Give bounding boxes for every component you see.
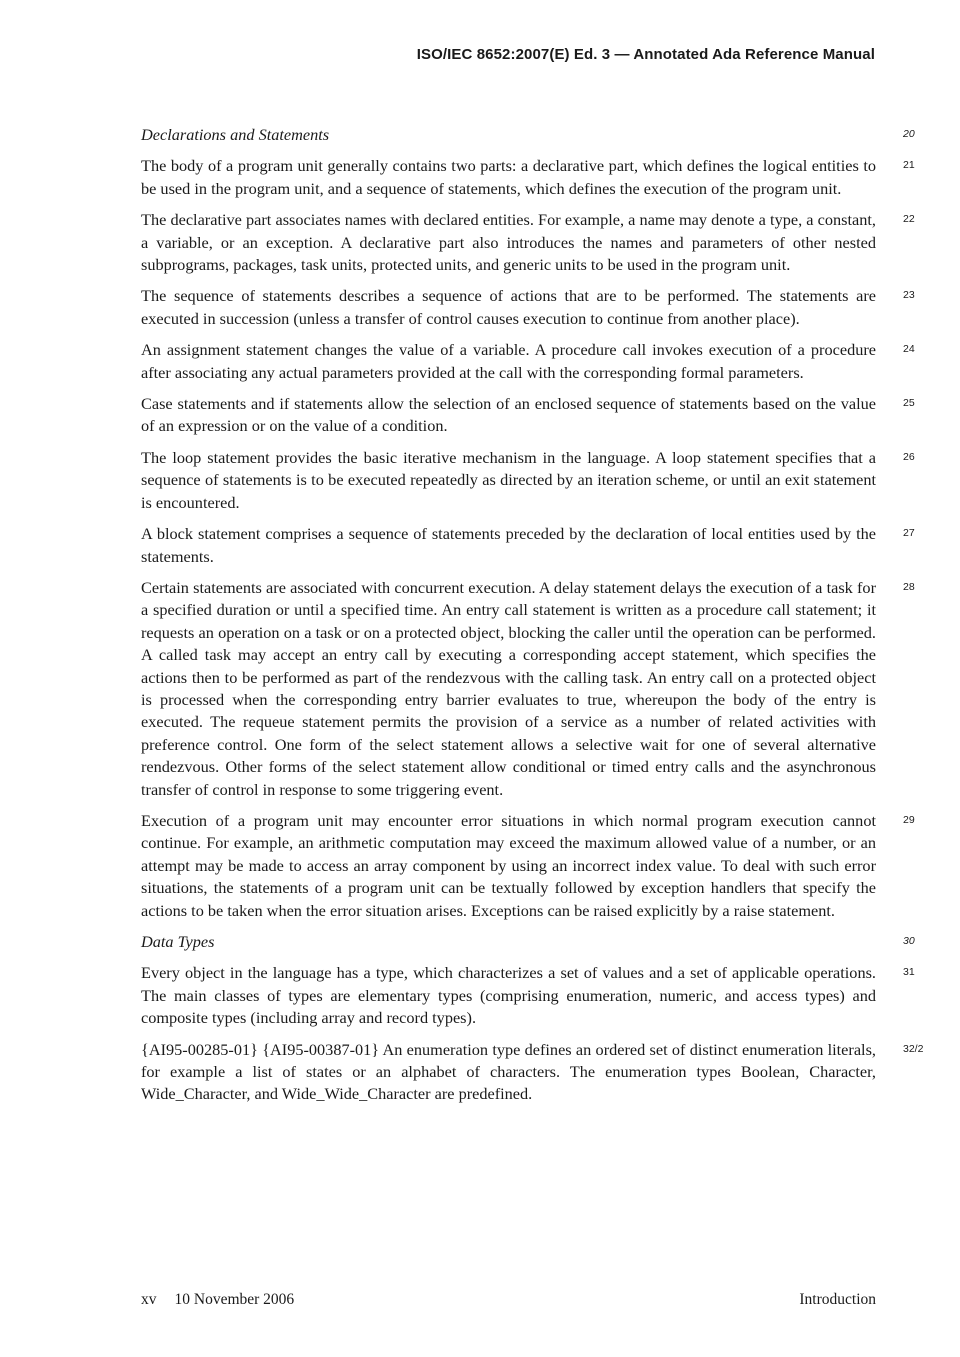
paragraph-number: 24 <box>903 343 915 356</box>
paragraph-text: A block statement comprises a sequence of statements preceded by the declaration of local entities used by the statements. <box>141 524 876 566</box>
page-number: xv <box>141 1291 157 1308</box>
paragraph <box>141 285 915 330</box>
paragraph-number: 30 <box>903 935 915 947</box>
paragraph-number: 23 <box>903 289 915 302</box>
paragraph <box>141 1039 924 1106</box>
paragraph-text: The declarative part associates names with declared entities. For example, a name may denote a type, a constant, a variable, or an exception. A declarative part also introduces the names and parameters of other nested subprograms, packages, task units, protected units, and generic units to be used in the program unit. <box>141 210 876 275</box>
section-heading <box>141 931 915 953</box>
paragraph-text: {AI95-00285-01} {AI95-00387-01} An enumeration type defines an ordered set of distinct enumeration literals, for example a list of states or an alphabet of characters. The enumeration types Boolean, Character, Wide_Character, and Wide_Wide_Character are predefined. <box>141 1039 876 1104</box>
paragraph <box>141 577 915 801</box>
paragraph-text: Case statements and if statements allow the selection of an enclosed sequence of statements based on the value of an expression or on the value of a condition. <box>141 394 876 436</box>
section-heading <box>141 124 915 146</box>
paragraph <box>141 393 915 438</box>
paragraph-number: 28 <box>903 580 915 593</box>
paragraph-text: Certain statements are associated with concurrent execution. A delay statement delays the execution of a task for a specified duration or until a specified time. An entry call statement is written as a procedure call statement; it requests an operation on a task or on a protected object, blocking the caller until the operation can be performed. A called task may accept an entry call by executing a corresponding accept statement, which specifies the actions then to be performed as part of the rendezvous with the calling task. An entry call on a protected object is processed when the corresponding entry barrier evaluates to true, whereupon the body of the entry is executed. The requeue statement permits the provision of a service as a number of related activities with preference control. One form of the select statement allows a selective wait for one of several alternative rendezvous. Other forms of the select statement allow conditional or timed entry calls and the asynchronous transfer of control in response to some triggering event. <box>141 577 876 799</box>
paragraph-text: The sequence of statements describes a sequence of actions that are to be performed. The statements are executed in succession (unless a transfer of control causes execution to continue from another place). <box>141 286 876 328</box>
paragraph-number: 27 <box>903 527 915 540</box>
page-body <box>141 124 924 1115</box>
paragraph-number: 31 <box>903 966 915 979</box>
paragraph <box>141 962 915 1029</box>
paragraph <box>141 447 915 514</box>
footer-left <box>141 1291 294 1309</box>
footer-date: 10 November 2006 <box>174 1291 295 1308</box>
paragraph-text: Data Types <box>141 932 215 951</box>
paragraph-text: The body of a program unit generally contains two parts: a declarative part, which defines the logical entities to be used in the program unit, and a sequence of statements, which defines the execution of the program unit. <box>141 156 876 198</box>
running-header: ISO/IEC 8652:2007(E) Ed. 3 — Annotated Ada Reference Manual <box>416 46 875 63</box>
paragraph-number: 20 <box>903 128 915 140</box>
paragraph-number: 29 <box>903 813 915 826</box>
paragraph <box>141 339 915 384</box>
paragraph <box>141 523 915 568</box>
paragraph <box>141 209 915 276</box>
paragraph-text: Every object in the language has a type, which characterizes a set of values and a set of applicable operations. The main classes of types are elementary types (comprising enumeration, numeric, and access types) and composite types (including array and record types). <box>141 963 876 1028</box>
paragraph-text: Declarations and Statements <box>141 125 330 144</box>
paragraph-number: 21 <box>903 159 915 172</box>
paragraph-text: Execution of a program unit may encounter error situations in which normal program execution cannot continue. For example, an arithmetic computation may exceed the maximum allowed value of a number, or an attempt may be made to access an array component by using an incorrect index value. To deal with such error situations, the statements of a program unit can be textually followed by exception handlers that specify the actions to be taken when the error situation arises. Exceptions can be raised explicitly by a raise statement. <box>141 810 876 920</box>
paragraph-number: 26 <box>903 450 915 463</box>
paragraph <box>141 155 915 200</box>
paragraph-number: 22 <box>903 213 915 226</box>
paragraph-number: 32/2 <box>903 1042 924 1055</box>
footer-section: Introduction <box>799 1291 876 1308</box>
paragraph-text: The loop statement provides the basic iterative mechanism in the language. A loop statement specifies that a sequence of statements is to be executed repeatedly as directed by an iteration scheme, or until an exit statement is encountered. <box>141 447 876 512</box>
paragraph-text: An assignment statement changes the value of a variable. A procedure call invokes execution of a procedure after associating any actual parameters provided at the call with the corresponding formal parameters. <box>141 340 876 382</box>
paragraph <box>141 810 915 922</box>
paragraph-number: 25 <box>903 397 915 410</box>
